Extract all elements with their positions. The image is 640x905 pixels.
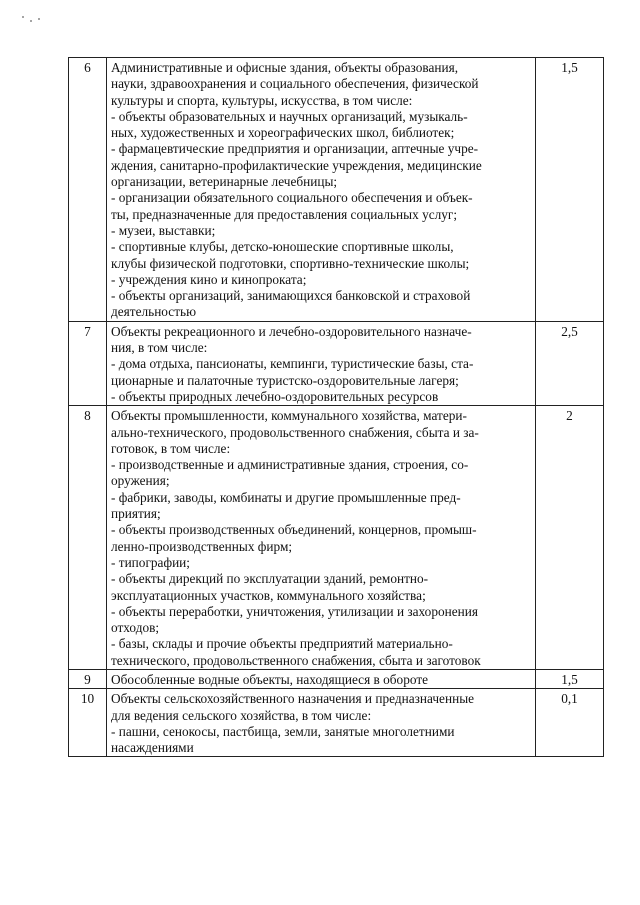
row-number: 9 xyxy=(69,669,107,688)
description-line: культуры и спорта, культуры, искусства, в том числе: xyxy=(111,92,413,108)
description-line: ально-технического, продовольственного снабжения, сбыта и за- xyxy=(111,424,479,440)
coefficient-value: 2,5 xyxy=(536,321,604,405)
description-line: Административные и офисные здания, объекты образования, xyxy=(111,60,459,75)
description-line: - музеи, выставки; xyxy=(111,222,216,238)
description-line: науки, здравоохранения и социального обеспечения, физической xyxy=(111,76,479,92)
coefficient-value: 1,5 xyxy=(536,58,604,322)
scan-artifact xyxy=(22,16,52,46)
description-line: - типографии; xyxy=(111,554,190,570)
description-line: ния, в том числе: xyxy=(111,340,208,356)
description-line: клубы физической подготовки, спортивно-технические школы; xyxy=(111,255,470,271)
description-line: - базы, склады и прочие объекты предприятий материально- xyxy=(111,636,453,652)
description-line: - организации обязательного социального обеспечения и объек- xyxy=(111,190,473,206)
coefficient-value: 0,1 xyxy=(536,689,604,757)
row-number: 10 xyxy=(69,689,107,757)
table-row xyxy=(69,406,604,670)
coefficient-value: 1,5 xyxy=(536,669,604,688)
description-line: - фармацевтические предприятия и организации, аптечные учре- xyxy=(111,141,479,157)
row-number: 6 xyxy=(69,58,107,322)
description-line: ждения, санитарно-профилактические учреждения, медицинские xyxy=(111,157,482,173)
description-line: ленно-производственных фирм; xyxy=(111,538,293,554)
description-line: насаждениями xyxy=(111,740,194,756)
description-line: - дома отдыха, пансионаты, кемпинги, туристические базы, ста- xyxy=(111,356,474,372)
description-line: Объекты рекреационного и лечебно-оздоровительного назначе- xyxy=(111,323,472,339)
description-line: - объекты дирекций по эксплуатации зданий, ремонтно- xyxy=(111,571,429,587)
row-number: 7 xyxy=(69,321,107,405)
description-line: отходов; xyxy=(111,620,160,636)
description-line: организации, ветеринарные лечебницы; xyxy=(111,174,338,190)
description-line: Объекты промышленности, коммунального хозяйства, матери- xyxy=(111,408,467,424)
description-line: Объекты сельскохозяйственного назначения и предназначенные xyxy=(111,691,475,707)
description-line: - спортивные клубы, детско-юношеские спортивные школы, xyxy=(111,239,454,255)
table-row xyxy=(69,321,604,405)
description-line: - объекты организаций, занимающихся банковской и страховой xyxy=(111,288,471,304)
table-row xyxy=(69,689,604,757)
description-line: ционарные и палаточные туристско-оздоровительные лагеря; xyxy=(111,372,459,388)
description-line: - учреждения кино и кинопроката; xyxy=(111,271,307,287)
object-description xyxy=(107,669,536,688)
description-line: - производственные и административные здания, строения, со- xyxy=(111,457,469,473)
description-line: для ведения сельского хозяйства, в том числе: xyxy=(111,707,372,723)
table-row xyxy=(69,58,604,322)
description-line: приятия; xyxy=(111,506,161,522)
row-number: 8 xyxy=(69,406,107,670)
description-line: - объекты переработки, уничтожения, утилизации и захоронения xyxy=(111,603,478,619)
description-line: эксплуатационных участков, коммунального хозяйства; xyxy=(111,587,426,603)
description-line: готовок, в том числе: xyxy=(111,440,231,456)
description-line: оружения; xyxy=(111,473,170,489)
coefficient-value: 2 xyxy=(536,406,604,670)
description-line: - фабрики, заводы, комбинаты и другие промышленные пред- xyxy=(111,489,461,505)
table-body xyxy=(69,58,604,757)
table-row xyxy=(69,669,604,688)
description-line: технического, продовольственного снабжения, сбыта и заготовок xyxy=(111,652,481,668)
description-line: Обособленные водные объекты, находящиеся в обороте xyxy=(111,671,429,687)
coefficient-table xyxy=(68,57,604,757)
object-description xyxy=(107,58,536,322)
object-description xyxy=(107,689,536,757)
description-line: - объекты производственных объединений, концернов, промыш- xyxy=(111,522,477,538)
object-description xyxy=(107,321,536,405)
description-line: ных, художественных и хореографических школ, библиотек; xyxy=(111,125,455,141)
description-line: - объекты образовательных и научных организаций, музыкаль- xyxy=(111,108,468,124)
object-description xyxy=(107,406,536,670)
description-line: деятельностью xyxy=(111,304,197,320)
description-line: - объекты природных лечебно-оздоровительных ресурсов xyxy=(111,388,439,404)
description-line: - пашни, сенокосы, пастбища, земли, занятые многолетними xyxy=(111,723,455,739)
description-line: ты, предназначенные для предоставления социальных услуг; xyxy=(111,206,458,222)
